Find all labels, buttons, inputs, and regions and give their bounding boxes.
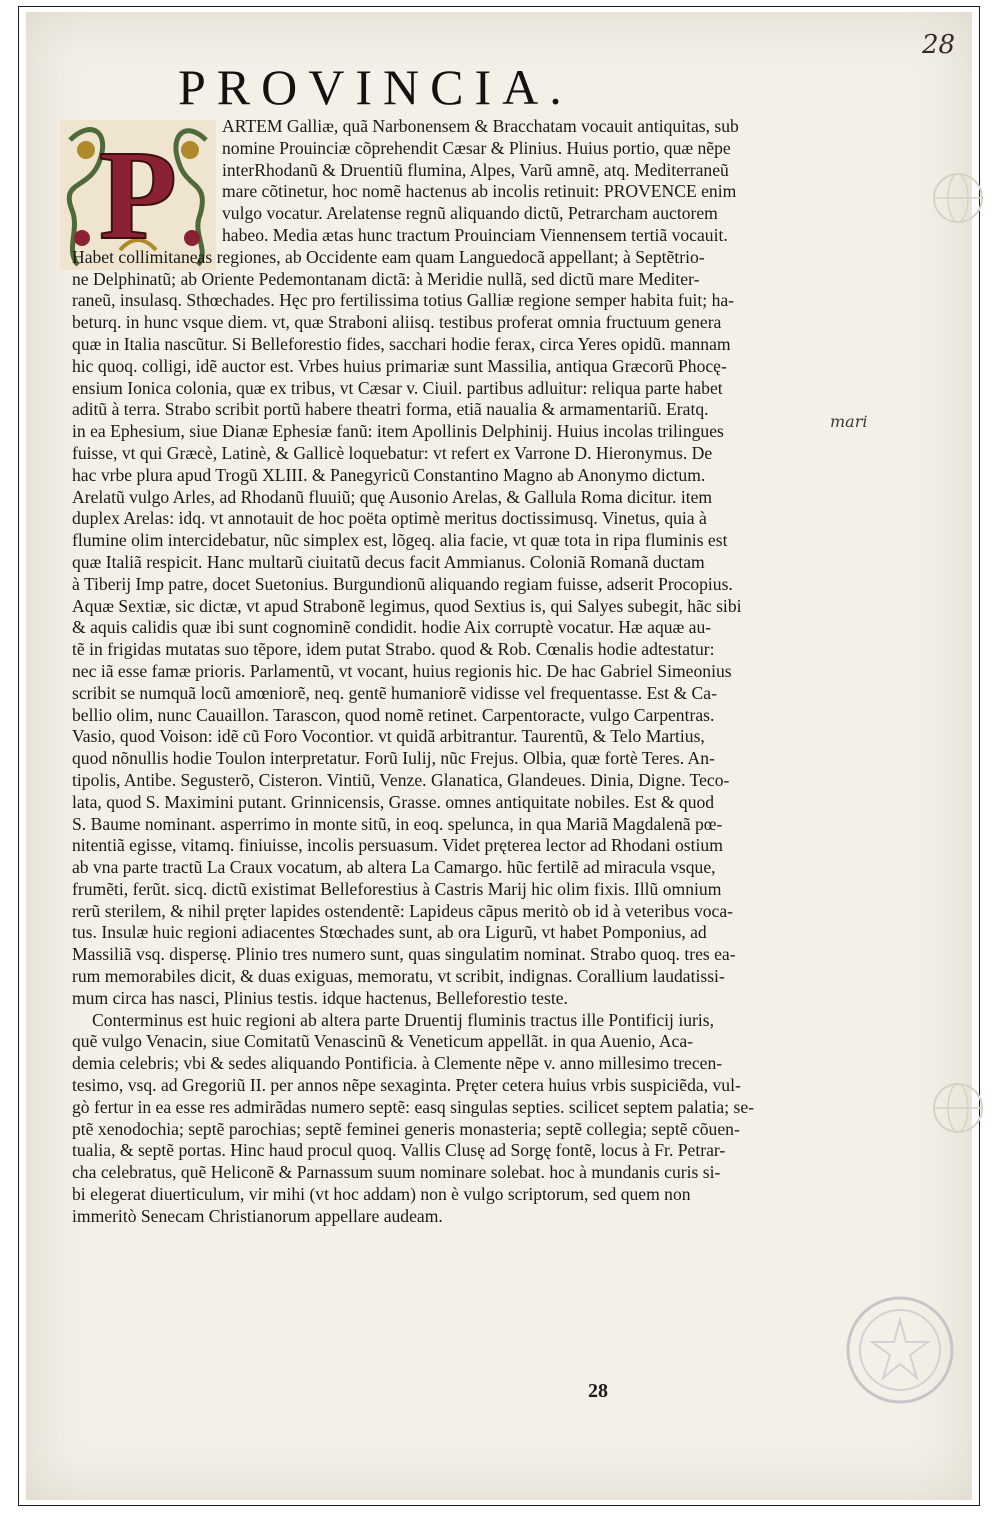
paragraph-provincia [72,116,828,1010]
text-line: & aquis calidis quæ ibi sunt cognominẽ condidit. hodie Aix corruptè vocatur. Hæ aquæ au- [72,617,712,638]
text-line: immeritò Senecam Christianorum appellare audeam. [72,1205,443,1226]
text-line: bellio olim, nunc Cauaillon. Tarascon, quod nomẽ retinet. Carpentoracte, vulgo Carpentras. [72,704,715,725]
text-line: ne Delphinatũ; ab Oriente Pedemontanam dictã: à Meridie nullã, sed dictũ mare Mediter- [72,268,700,289]
paragraph-venacin [72,1010,828,1228]
text-line: rum memorabiles dicit, & duas exiguas, memoratu, vt scribit, indignas. Corallium laudatissi- [72,966,725,987]
page-number: 28 [588,1380,608,1402]
text-line: demia celebris; vbi & sedes aliquando Pontificia. à Clemente nẽpe v. anno millesimo trecen- [72,1053,723,1074]
library-stamp-icon [840,1290,960,1410]
text-line: ptẽ xenodochia; septẽ parochias; septẽ feminei generis monasteria; septẽ collegia; septẽ cõuen- [72,1118,740,1139]
text-line: nitentiã egisse, vitamq. finiuisse, incolis persuasum. Videt pręterea lector ad Rhodani ostium [72,835,723,856]
text-line: tesimo, vsq. ad Gregoriũ II. per annos nẽpe sexaginta. Pręter cetera huius vrbis suspiciẽda, vul- [72,1075,741,1096]
text-line: raneũ, insulasq. Sthœchades. Hęc pro fertilissima totius Galliæ regione semper habita fuit; ha- [72,290,735,311]
text-line: Aquæ Sextiæ, sic dictæ, vt apud Strabonẽ legimus, quod Sextius is, qui Salyes subegit, hãc sibi [72,595,742,616]
folio-number: 28 [922,30,956,60]
text-line: gò fertur in ea esse res admirãdas numero septẽ: easq singulas septies. scilicet septem palatia; se- [72,1096,755,1117]
text-line: ab vna parte tractũ La Craux vocatum, ab altera La Camargo. hũc fertilẽ ad miracula vsque, [72,857,716,878]
text-line: frumẽti, ferũt. sicq. dictũ existimat Belleforestius à Castris Marij hic olim fixis. Illũ omnium [72,878,722,899]
text-line: beturq. in hunc vsque diem. vt, quæ Straboni aliisq. testibus proferat omnia fructuum genera [72,312,722,333]
text-line: quæ Italiã respicit. Hanc multarũ ciuitatũ decus facit Ammianus. Coloniã Romanã ductam [72,551,705,572]
text-line: aditũ à terra. Strabo scribit portũ habere theatri forma, etiã naualia & armamentariũ. Eratq. [72,399,709,420]
marginal-annotation: mari [830,412,868,431]
text-line: hac vrbe plura apud Trogũ XLIII. & Panegyricũ Constantino Magno ab Anonymo dictum. [72,464,706,485]
text-line: scribit se numquã locũ amœniorẽ, neq. gentẽ humaniorẽ vidisse vel frequentasse. Est & Ca- [72,682,717,703]
text-line: S. Baume nominant. asperrimo in monte sitũ, in eoq. spelunca, in qua Mariã Magdalenã pœ- [72,813,723,834]
text-line: tus. Insulæ huic regioni adiacentes Stœchades sunt, ab ora Ligurũ, vt habet Pomponius, ad [72,922,707,943]
text-line: ensium Ionica colonia, quæ ex tribus, vt Cæsar v. Ciuil. partibus adluitur: reliqua parte habet [72,377,723,398]
text-line: mare cõtinetur, hoc nomẽ hactenus ab incolis retinuit: PROVENCE enim [222,181,737,202]
text-line: lata, quod S. Maximini putant. Grinnicensis, Grasse. omnes antiquitate nobiles. Est & quod [72,791,715,812]
text-line: rerũ sterilem, & nihil pręter lapides ostendentẽ: Lapideus cãpus meritò ob id à veteribus voca- [72,900,734,921]
text-line: tualia, & septẽ portas. Hinc haud procul quoq. Vallis Clusę ad Sorgę fontẽ, locus à Fr. Petrar- [72,1140,726,1161]
watermark-globe-icon [930,1080,986,1136]
text-line: hic quoq. colligi, idẽ auctor est. Vrbes huius primariæ sunt Massilia, antiqua Græcorũ Phocę- [72,355,727,376]
page-title: PROVINCIA. [178,59,573,115]
text-line: in ea Ephesium, siue Dianæ Ephesiæ fanũ: item Apollinis Delphinij. Huius incolas trilingues [72,421,724,442]
text-line: quæ in Italia nascũtur. Si Belleforestio fides, sacchari hodie ferax, circa Yeres opidũ. mannam [72,333,731,354]
body-text [72,116,828,1228]
text-line: habeo. Media ætas hunc tractum Prouinciam Viennensem tertiã vocauit. [222,224,728,245]
text-line: nec iã esse famæ prioris. Parlamentũ, vt vocant, huius regionis hic. De hac Gabriel Simeonius [72,660,732,681]
text-line: cha celebratus, quẽ Heliconẽ & Parnassum suum nominare solebat. hoc à mundanis curis si- [72,1162,721,1183]
text-line: Habet collimitaneas regiones, ab Occidente eam quam Languedocã appellant; à Septẽtrio- [72,246,705,267]
text-line: vulgo vocatur. Arelatense regnũ aliquando dictũ, Petrarcham auctorem [222,203,718,224]
text-line: tipolis, Antibe. Segusterõ, Cisteron. Vintiũ, Venze. Glanatica, Glandeues. Dinia, Digne. Teco- [72,769,730,790]
text-line: fuisse, vt qui Græcè, Latinè, & Gallicè loquebatur: vt refert ex Varrone D. Hieronymus. De [72,442,713,463]
watermark-globe-icon [930,170,986,226]
text-line: mum circa has nasci, Plinius testis. idque hactenus, Belleforestio teste. [72,987,568,1008]
text-line: à Tiberij Imp patre, docet Suetonius. Burgundionũ aliquando regiam fuisse, adserit Procopius. [72,573,733,594]
text-line: Massiliã vsq. dispersę. Plinio tres numero sunt, quas singulatim nominat. Strabo quoq. tres ea- [72,944,736,965]
text-line: quod nõnullis hodie Toulon interpretatur. Forũ Iulij, nũc Frejus. Olbia, quæ fortè Teres. An- [72,748,715,769]
text-line: tẽ in frigidas mutatas suo tẽpore, idem putat Strabo. quod & Rob. Cœnalis hodie adtestatur: [72,639,715,660]
text-line: nomine Prouinciæ cõprehendit Cæsar & Plinius. Huius portio, quæ nẽpe [222,137,731,158]
initial-letter: P [98,124,178,266]
text-line: ARTEM Galliæ, quã Narbonensem & Bracchatam vocauit antiquitas, sub [222,116,739,136]
text-line: duplex Arelas: idq. vt annotauit de hoc poëta optimè meritus doctissimusq. Vinetus, quia à [72,508,707,529]
text-line: Arelatũ vulgo Arles, ad Rhodanũ fluuiũ; quę Ausonio Arelas, & Gallula Roma dicitur. item [72,486,713,507]
text-line: Conterminus est huic regioni ab altera parte Druentij fluminis tractus ille Pontificij iuris, [92,1009,714,1030]
text-line: quẽ vulgo Venacin, siue Comitatũ Venascinũ & Veneticum appellãt. in qua Auenio, Aca- [72,1031,694,1052]
text-line: flumine olim intercidebatur, nũc simplex est, lõgeq. alia facie, vt quæ tota in ripa fluminis est [72,530,728,551]
text-line: bi elegerat diuerticulum, vir mihi (vt hoc addam) non è vulgo scriptorum, sed quem non [72,1184,691,1205]
text-line: interRhodanũ & Druentiũ flumina, Alpes, Varũ amnẽ, atq. Mediterraneũ [222,159,729,180]
text-line: Vasio, quod Voison: idẽ cũ Foro Vocontior. vt quidã arbitrantur. Taurentũ, & Telo Martius, [72,726,705,747]
